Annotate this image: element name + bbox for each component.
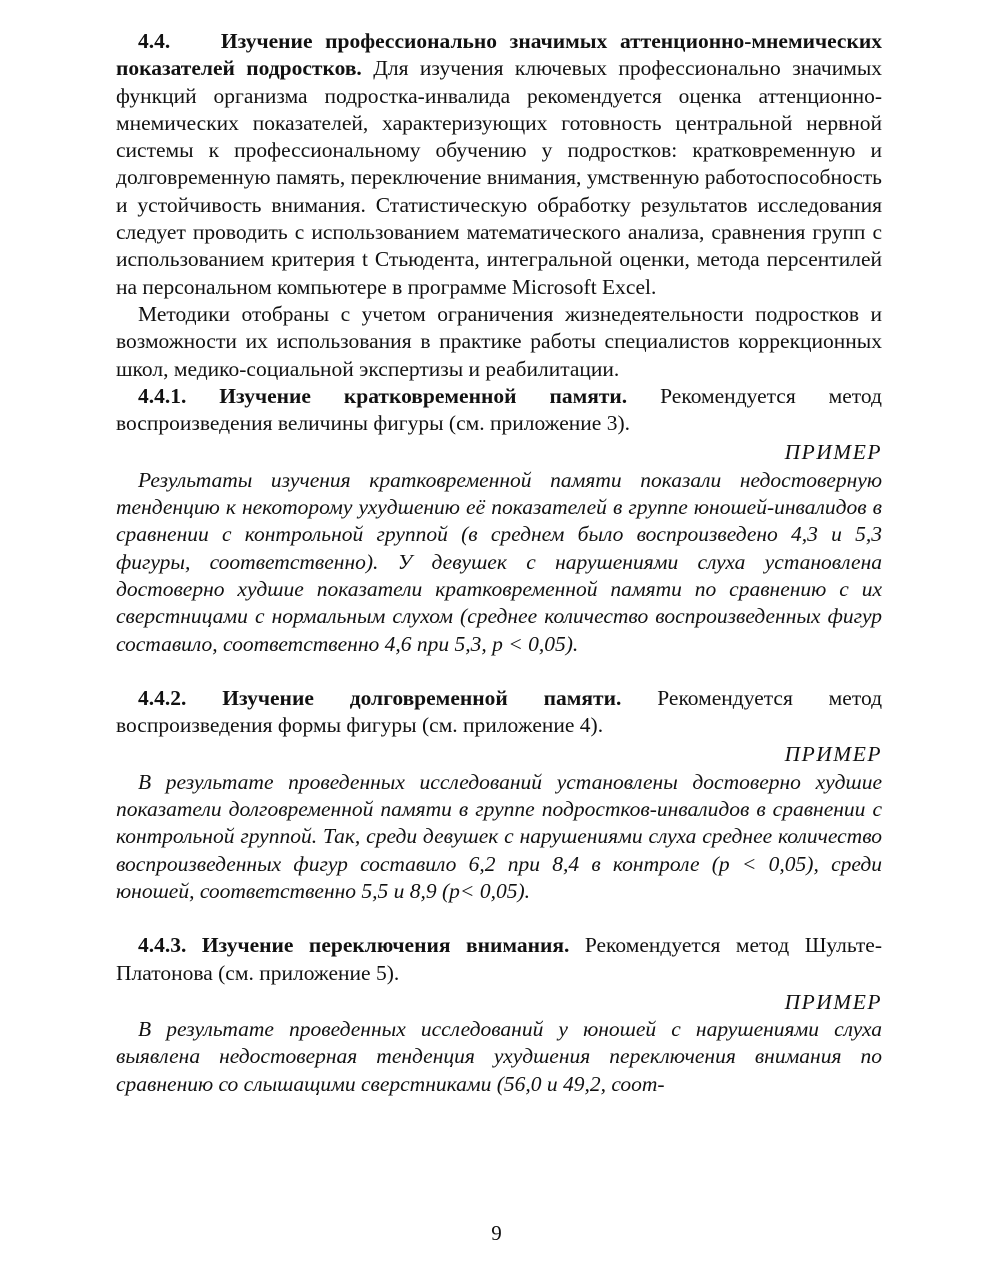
example-label: ПРИМЕР: [784, 440, 882, 465]
section-4-4-paragraph: [116, 28, 882, 301]
subsection-text: Рекомендуется метод воспроизведения величины фигуры (см. приложение 3).: [116, 383, 882, 436]
page-content: [116, 28, 882, 1098]
example-text: В результате проведенных исследований у юношей с нарушениями слуха выявлена недостоверная тенденция ухудшения переключения внимания по сравнению со слышащими сверстниками (56,0 и 49,2, соот-: [116, 1017, 882, 1096]
subsection-text: Рекомендуется метод Шульте-Платонова (см. приложение 5).: [116, 933, 882, 985]
subsection-4-4-3: [116, 932, 882, 987]
subsection-4-4-1: [116, 383, 882, 438]
example-text: В результате проведенных исследований установлены достоверно худшие показатели долговременной памяти в группе подростков-инвалидов в сравнении с контрольной группой. Так, среди девушек с нарушениями слуха среднее количество воспроизведенных фигур составило 6,2 при 8,4 в контроле (р < 0,05), среди юношей, соответственно 5,5 и 8,9 (р< 0,05).: [116, 769, 882, 903]
example-text: Результаты изучения кратковременной памяти показали недостоверную тенденцию к некоторому ухудшению её показателей в группе юношей-инвалидов в сравнении с контрольной группой (в среднем было воспроизведено 4,3 и 5,3 фигуры, соответственно). У девушек с нарушениями слуха установлена достоверно худшие показатели кратковременной памяти по сравнению с их сверстницами с нормальным слухом (среднее количество воспроизведенных фигур составило, соответственно 4,6 при 5,3, р < 0,05).: [116, 467, 882, 656]
spacer: [116, 658, 882, 685]
section-body: Для изучения ключевых профессионально значимых функций организма подростка-инвалида рекомендуется оценка аттенционно-мнемических показателей, характеризующих готовность центральной нервной системы к профессиональному обучению у подростков: кратковременную и долговременную память, переключение внимания, умственную работоспособность и устойчивость внимания. Статистическую обработку результатов исследования следует проводить с использованием математического анализа, сравнения групп с использованием критерия t Стьюдента, интегральной оценки, метода персентилей на персональном компьютере в программе Microsoft Excel.: [116, 56, 883, 299]
page-number: 9: [491, 1221, 502, 1245]
subsection-heading: 4.4.1. Изучение кратковременной памяти.: [138, 383, 628, 408]
subsection-4-4-2: [116, 685, 882, 740]
example-label: ПРИМЕР: [784, 742, 882, 767]
spacer: [116, 905, 882, 932]
example-label: ПРИМЕР: [784, 989, 882, 1014]
subsection-heading: 4.4.3. Изучение переключения внимания.: [138, 933, 570, 958]
section-number: 4.4.: [138, 29, 171, 53]
subsection-text: Рекомендуется метод воспроизведения формы фигуры (см. приложение 4).: [116, 685, 883, 738]
section-heading: Изучение профессионально значимых аттенционно-мнемических показателей подростков.: [116, 29, 883, 81]
section-body-2: Методики отобраны с учетом ограничения жизнедеятельности подростков и возможности их использования в практике работы специалистов коррекционных школ, медико-социальной экспертизы и реабилитации.: [116, 301, 882, 381]
subsection-heading: 4.4.2. Изучение долговременной памяти.: [138, 685, 622, 710]
